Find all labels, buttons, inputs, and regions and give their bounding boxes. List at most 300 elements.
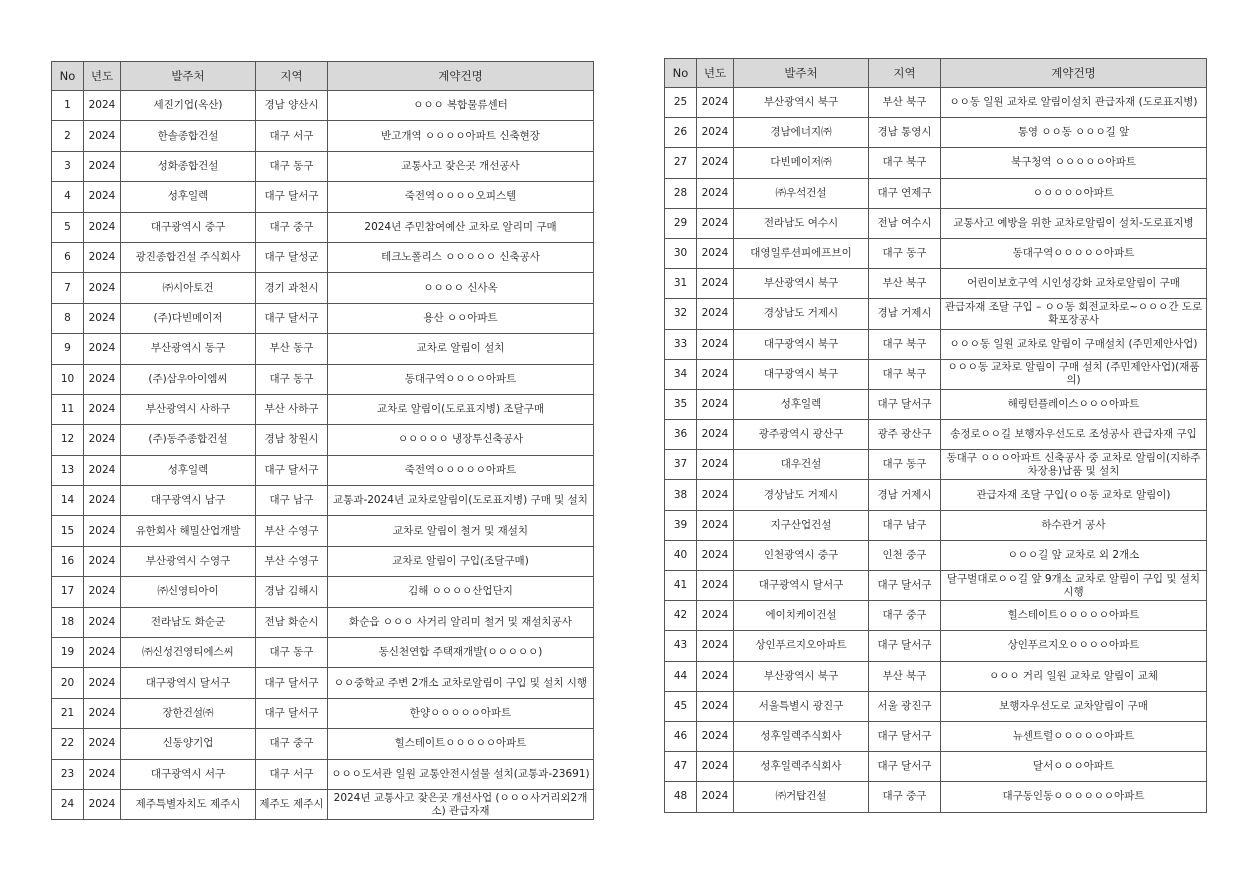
cell-client: 대구광역시 중구 bbox=[121, 212, 256, 242]
table-row bbox=[52, 394, 594, 424]
header-title: 계약건명 bbox=[328, 62, 594, 91]
cell-year: 2024 bbox=[84, 242, 121, 272]
cell-region: 경남 거제시 bbox=[869, 299, 941, 329]
cell-region: 대구 북구 bbox=[869, 329, 941, 359]
table-row bbox=[52, 121, 594, 151]
table-row bbox=[665, 148, 1207, 178]
cell-year: 2024 bbox=[697, 238, 734, 268]
cell-client: ㈜신성건영티에스씨 bbox=[121, 638, 256, 668]
cell-client: 광진종합건설 주식회사 bbox=[121, 242, 256, 272]
table-row bbox=[665, 178, 1207, 208]
cell-client: 대우건설 bbox=[734, 450, 869, 480]
cell-client: 성후일렉 bbox=[121, 455, 256, 485]
cell-year: 2024 bbox=[84, 759, 121, 789]
table-row bbox=[52, 455, 594, 485]
cell-region: 대구 북구 bbox=[869, 359, 941, 389]
cell-year: 2024 bbox=[84, 638, 121, 668]
cell-client: 성후일렉 bbox=[121, 182, 256, 212]
cell-client: ㈜신영티아이 bbox=[121, 577, 256, 607]
cell-title: 뉴센트럴ㅇㅇㅇㅇㅇ아파트 bbox=[941, 721, 1207, 751]
cell-region: 대구 달서구 bbox=[256, 698, 328, 728]
cell-year: 2024 bbox=[84, 425, 121, 455]
table-row bbox=[52, 303, 594, 333]
cell-client: 다빈메이저㈜ bbox=[734, 148, 869, 178]
header-row bbox=[52, 62, 594, 91]
table-row bbox=[665, 329, 1207, 359]
cell-region: 대구 달성군 bbox=[256, 242, 328, 272]
cell-year: 2024 bbox=[697, 269, 734, 299]
cell-no: 42 bbox=[665, 601, 697, 631]
table-row bbox=[665, 661, 1207, 691]
cell-year: 2024 bbox=[697, 178, 734, 208]
header-no: No bbox=[665, 59, 697, 88]
cell-no: 27 bbox=[665, 148, 697, 178]
cell-client: 전라남도 여수시 bbox=[734, 208, 869, 238]
cell-region: 경기 과천시 bbox=[256, 273, 328, 303]
cell-title: 테크노폴리스 ㅇㅇㅇㅇㅇ 신축공사 bbox=[328, 242, 594, 272]
cell-title: 관급자재 조달 구입 – ㅇㅇ동 회전교차로~ㅇㅇㅇ간 도로 확포장공사 bbox=[941, 299, 1207, 329]
cell-client: 대구광역시 서구 bbox=[121, 759, 256, 789]
cell-no: 41 bbox=[665, 571, 697, 601]
table-row bbox=[52, 729, 594, 759]
cell-client: 성후일렉주식회사 bbox=[734, 721, 869, 751]
cell-client: 대구광역시 달서구 bbox=[121, 668, 256, 698]
cell-title: 상인푸르지오ㅇㅇㅇㅇ아파트 bbox=[941, 631, 1207, 661]
table-row bbox=[665, 601, 1207, 631]
contract-table-right bbox=[664, 58, 1207, 813]
cell-title: ㅇㅇㅇ 거리 일원 교차로 알림이 교체 bbox=[941, 661, 1207, 691]
table-row bbox=[665, 208, 1207, 238]
cell-title: 힐스테이트ㅇㅇㅇㅇㅇ아파트 bbox=[328, 729, 594, 759]
cell-year: 2024 bbox=[84, 182, 121, 212]
cell-no: 25 bbox=[665, 88, 697, 118]
table-row bbox=[665, 389, 1207, 419]
cell-client: 장한건설㈜ bbox=[121, 698, 256, 728]
cell-year: 2024 bbox=[697, 782, 734, 812]
cell-no: 36 bbox=[665, 420, 697, 450]
cell-no: 14 bbox=[52, 486, 84, 516]
table-row bbox=[52, 91, 594, 121]
cell-client: 세진기업(옥산) bbox=[121, 91, 256, 121]
cell-region: 부산 동구 bbox=[256, 334, 328, 364]
cell-year: 2024 bbox=[84, 607, 121, 637]
cell-region: 대구 동구 bbox=[256, 638, 328, 668]
cell-title: 2024년 교통사고 잦은곳 개선사업 (ㅇㅇㅇ사거리외2개소) 관급자재 bbox=[328, 789, 594, 819]
cell-no: 39 bbox=[665, 510, 697, 540]
cell-no: 28 bbox=[665, 178, 697, 208]
cell-year: 2024 bbox=[697, 88, 734, 118]
cell-year: 2024 bbox=[84, 212, 121, 242]
cell-no: 1 bbox=[52, 91, 84, 121]
cell-no: 40 bbox=[665, 540, 697, 570]
header-title: 계약건명 bbox=[941, 59, 1207, 88]
cell-title: 동대구 ㅇㅇㅇ아파트 신축공사 중 교차로 알림이(지하주차장용)납품 및 설치 bbox=[941, 450, 1207, 480]
table-row bbox=[665, 238, 1207, 268]
header-no: No bbox=[52, 62, 84, 91]
cell-title: ㅇㅇㅇㅇ 신사옥 bbox=[328, 273, 594, 303]
table-row bbox=[665, 721, 1207, 751]
cell-year: 2024 bbox=[697, 631, 734, 661]
cell-year: 2024 bbox=[697, 148, 734, 178]
cell-year: 2024 bbox=[84, 789, 121, 819]
cell-client: 성후일렉주식회사 bbox=[734, 752, 869, 782]
cell-title: ㅇㅇㅇ 복합물류센터 bbox=[328, 91, 594, 121]
cell-title: 화순읍 ㅇㅇㅇ 사거리 알리미 철거 및 재설치공사 bbox=[328, 607, 594, 637]
cell-year: 2024 bbox=[697, 420, 734, 450]
cell-region: 경남 창원시 bbox=[256, 425, 328, 455]
table-row bbox=[52, 698, 594, 728]
cell-title: 동대구역ㅇㅇㅇㅇ아파트 bbox=[328, 364, 594, 394]
cell-client: 에이치케이건설 bbox=[734, 601, 869, 631]
cell-year: 2024 bbox=[84, 364, 121, 394]
cell-region: 대구 서구 bbox=[256, 759, 328, 789]
cell-no: 48 bbox=[665, 782, 697, 812]
cell-no: 3 bbox=[52, 151, 84, 181]
cell-no: 5 bbox=[52, 212, 84, 242]
table-row bbox=[665, 540, 1207, 570]
cell-no: 38 bbox=[665, 480, 697, 510]
cell-client: 경남에너지㈜ bbox=[734, 118, 869, 148]
cell-title: 교차로 알림이 철거 및 재설치 bbox=[328, 516, 594, 546]
cell-client: 상인푸르지오아파트 bbox=[734, 631, 869, 661]
cell-no: 37 bbox=[665, 450, 697, 480]
cell-title: 죽전역ㅇㅇㅇㅇㅇ아파트 bbox=[328, 455, 594, 485]
cell-year: 2024 bbox=[697, 208, 734, 238]
cell-client: 성화종합건설 bbox=[121, 151, 256, 181]
table-row bbox=[52, 607, 594, 637]
cell-region: 부산 수영구 bbox=[256, 546, 328, 576]
cell-year: 2024 bbox=[84, 455, 121, 485]
cell-no: 13 bbox=[52, 455, 84, 485]
cell-title: ㅇㅇㅇ동 교차로 알림이 구매 설치 (주민제안사업)(재품의) bbox=[941, 359, 1207, 389]
cell-client: 대영일루션피에프브이 bbox=[734, 238, 869, 268]
cell-year: 2024 bbox=[84, 729, 121, 759]
cell-region: 대구 달서구 bbox=[256, 303, 328, 333]
cell-region: 대구 달서구 bbox=[256, 455, 328, 485]
cell-no: 34 bbox=[665, 359, 697, 389]
cell-region: 대구 남구 bbox=[869, 510, 941, 540]
cell-no: 46 bbox=[665, 721, 697, 751]
header-region: 지역 bbox=[869, 59, 941, 88]
cell-client: ㈜우석건설 bbox=[734, 178, 869, 208]
cell-client: 경상남도 거제시 bbox=[734, 299, 869, 329]
cell-year: 2024 bbox=[84, 91, 121, 121]
cell-client: 성후일렉 bbox=[734, 389, 869, 419]
cell-client: 대구광역시 북구 bbox=[734, 359, 869, 389]
cell-title: 관급자재 조달 구입(ㅇㅇ동 교차로 알림이) bbox=[941, 480, 1207, 510]
cell-region: 대구 동구 bbox=[256, 151, 328, 181]
table-row bbox=[52, 364, 594, 394]
cell-client: 대구광역시 북구 bbox=[734, 329, 869, 359]
cell-client: ㈜시아토건 bbox=[121, 273, 256, 303]
table-row bbox=[665, 299, 1207, 329]
cell-region: 광주 광산구 bbox=[869, 420, 941, 450]
cell-region: 대구 달서구 bbox=[869, 752, 941, 782]
cell-year: 2024 bbox=[697, 691, 734, 721]
cell-no: 30 bbox=[665, 238, 697, 268]
cell-region: 부산 수영구 bbox=[256, 516, 328, 546]
cell-year: 2024 bbox=[84, 698, 121, 728]
cell-title: 달서ㅇㅇㅇ아파트 bbox=[941, 752, 1207, 782]
cell-title: ㅇㅇㅇ동 일원 교차로 알림이 구매설치 (주민제안사업) bbox=[941, 329, 1207, 359]
cell-title: 북구청역 ㅇㅇㅇㅇㅇ아파트 bbox=[941, 148, 1207, 178]
cell-no: 17 bbox=[52, 577, 84, 607]
cell-no: 7 bbox=[52, 273, 84, 303]
cell-year: 2024 bbox=[84, 121, 121, 151]
cell-region: 대구 중구 bbox=[869, 601, 941, 631]
cell-no: 21 bbox=[52, 698, 84, 728]
cell-client: 부산광역시 동구 bbox=[121, 334, 256, 364]
cell-title: 교차로 알림이(도로표지병) 조달구매 bbox=[328, 394, 594, 424]
cell-no: 26 bbox=[665, 118, 697, 148]
cell-client: 광주광역시 광산구 bbox=[734, 420, 869, 450]
cell-region: 대구 중구 bbox=[256, 212, 328, 242]
table-row bbox=[52, 242, 594, 272]
table-row bbox=[665, 269, 1207, 299]
table-row bbox=[52, 151, 594, 181]
cell-client: 유한회사 해밀산업개발 bbox=[121, 516, 256, 546]
table-row bbox=[52, 668, 594, 698]
cell-title: 교통과-2024년 교차로알림이(도로표지병) 구매 및 설치 bbox=[328, 486, 594, 516]
cell-region: 전남 화순시 bbox=[256, 607, 328, 637]
table-row bbox=[52, 182, 594, 212]
cell-client: (주)동주종합건설 bbox=[121, 425, 256, 455]
table-row bbox=[665, 691, 1207, 721]
cell-no: 47 bbox=[665, 752, 697, 782]
cell-title: 김해 ㅇㅇㅇㅇ산업단지 bbox=[328, 577, 594, 607]
cell-title: ㅇㅇ동 일원 교차로 알림이설치 관급자재 (도로표지병) bbox=[941, 88, 1207, 118]
cell-title: 해링턴플레이스ㅇㅇㅇ아파트 bbox=[941, 389, 1207, 419]
cell-region: 제주도 제주시 bbox=[256, 789, 328, 819]
cell-title: 용산 ㅇㅇ아파트 bbox=[328, 303, 594, 333]
cell-region: 대구 달서구 bbox=[869, 571, 941, 601]
cell-title: 한양ㅇㅇㅇㅇㅇ아파트 bbox=[328, 698, 594, 728]
cell-no: 23 bbox=[52, 759, 84, 789]
table-row bbox=[52, 638, 594, 668]
table-row bbox=[52, 516, 594, 546]
cell-region: 서울 광진구 bbox=[869, 691, 941, 721]
cell-year: 2024 bbox=[697, 359, 734, 389]
cell-client: (주)삼우아이엠씨 bbox=[121, 364, 256, 394]
cell-title: ㅇㅇㅇ길 앞 교차로 외 2개소 bbox=[941, 540, 1207, 570]
cell-region: 경남 거제시 bbox=[869, 480, 941, 510]
header-client: 발주처 bbox=[734, 59, 869, 88]
cell-client: ㈜거탑건설 bbox=[734, 782, 869, 812]
cell-title: 어린이보호구역 시인성강화 교차로알림이 구매 bbox=[941, 269, 1207, 299]
cell-year: 2024 bbox=[697, 661, 734, 691]
table-row bbox=[665, 88, 1207, 118]
cell-no: 8 bbox=[52, 303, 84, 333]
cell-region: 경남 양산시 bbox=[256, 91, 328, 121]
table-row bbox=[665, 631, 1207, 661]
cell-title: 교통사고 예방을 위한 교차로알림이 설치-도로표지병 bbox=[941, 208, 1207, 238]
cell-region: 부산 북구 bbox=[869, 661, 941, 691]
cell-year: 2024 bbox=[697, 752, 734, 782]
cell-year: 2024 bbox=[84, 303, 121, 333]
cell-year: 2024 bbox=[697, 571, 734, 601]
header-year: 년도 bbox=[697, 59, 734, 88]
cell-region: 대구 북구 bbox=[869, 148, 941, 178]
cell-title: ㅇㅇㅇㅇㅇ 냉장투신축공사 bbox=[328, 425, 594, 455]
table-row bbox=[665, 782, 1207, 812]
cell-client: 인천광역시 중구 bbox=[734, 540, 869, 570]
cell-year: 2024 bbox=[84, 577, 121, 607]
cell-region: 대구 달서구 bbox=[256, 668, 328, 698]
header-client: 발주처 bbox=[121, 62, 256, 91]
cell-region: 대구 동구 bbox=[869, 450, 941, 480]
cell-region: 대구 연제구 bbox=[869, 178, 941, 208]
cell-title: 송정로ㅇㅇ길 보행자우선도로 조성공사 관급자재 구입 bbox=[941, 420, 1207, 450]
cell-title: 교차로 알림이 구입(조달구매) bbox=[328, 546, 594, 576]
cell-region: 인천 중구 bbox=[869, 540, 941, 570]
cell-region: 대구 남구 bbox=[256, 486, 328, 516]
cell-title: 대구동인동ㅇㅇㅇㅇㅇㅇ아파트 bbox=[941, 782, 1207, 812]
cell-year: 2024 bbox=[697, 329, 734, 359]
cell-title: 달구벌대로ㅇㅇ길 앞 9개소 교차로 알림이 구입 및 설치 시행 bbox=[941, 571, 1207, 601]
table-row bbox=[52, 486, 594, 516]
cell-year: 2024 bbox=[697, 299, 734, 329]
table-row bbox=[52, 789, 594, 819]
contract-table-left bbox=[51, 61, 594, 820]
cell-title: 동신천연합 주택재개발(ㅇㅇㅇㅇㅇ) bbox=[328, 638, 594, 668]
cell-region: 대구 중구 bbox=[869, 782, 941, 812]
cell-region: 전남 여수시 bbox=[869, 208, 941, 238]
table-row bbox=[52, 334, 594, 364]
cell-no: 20 bbox=[52, 668, 84, 698]
cell-title: 통영 ㅇㅇ동 ㅇㅇㅇ길 앞 bbox=[941, 118, 1207, 148]
cell-client: (주)다빈메이저 bbox=[121, 303, 256, 333]
cell-title: 힐스테이트ㅇㅇㅇㅇㅇ아파트 bbox=[941, 601, 1207, 631]
table-row bbox=[665, 752, 1207, 782]
cell-client: 부산광역시 북구 bbox=[734, 88, 869, 118]
cell-year: 2024 bbox=[84, 546, 121, 576]
cell-client: 부산광역시 북구 bbox=[734, 269, 869, 299]
table-row bbox=[665, 359, 1207, 389]
cell-client: 서울특별시 광진구 bbox=[734, 691, 869, 721]
cell-client: 전라남도 화순군 bbox=[121, 607, 256, 637]
cell-region: 대구 동구 bbox=[869, 238, 941, 268]
cell-client: 부산광역시 북구 bbox=[734, 661, 869, 691]
cell-title: 교차로 알림이 설치 bbox=[328, 334, 594, 364]
table-row bbox=[52, 212, 594, 242]
cell-region: 대구 달서구 bbox=[869, 631, 941, 661]
cell-title: ㅇㅇ중학교 주변 2개소 교차로알림이 구입 및 설치 시행 bbox=[328, 668, 594, 698]
cell-title: 동대구역ㅇㅇㅇㅇㅇ아파트 bbox=[941, 238, 1207, 268]
cell-year: 2024 bbox=[697, 721, 734, 751]
cell-client: 신동양기업 bbox=[121, 729, 256, 759]
cell-title: 죽전역ㅇㅇㅇㅇ오피스텔 bbox=[328, 182, 594, 212]
cell-client: 제주특별자치도 제주시 bbox=[121, 789, 256, 819]
cell-year: 2024 bbox=[84, 151, 121, 181]
table-row bbox=[665, 118, 1207, 148]
cell-year: 2024 bbox=[697, 450, 734, 480]
table-row bbox=[52, 546, 594, 576]
cell-region: 대구 동구 bbox=[256, 364, 328, 394]
table-row bbox=[52, 759, 594, 789]
cell-region: 대구 달서구 bbox=[869, 721, 941, 751]
cell-title: 하수관거 공사 bbox=[941, 510, 1207, 540]
cell-no: 22 bbox=[52, 729, 84, 759]
cell-client: 한솔종합건설 bbox=[121, 121, 256, 151]
cell-no: 9 bbox=[52, 334, 84, 364]
header-region: 지역 bbox=[256, 62, 328, 91]
cell-no: 11 bbox=[52, 394, 84, 424]
cell-title: 2024년 주민참여예산 교차로 알리미 구매 bbox=[328, 212, 594, 242]
header-year: 년도 bbox=[84, 62, 121, 91]
cell-client: 대구광역시 남구 bbox=[121, 486, 256, 516]
cell-region: 대구 서구 bbox=[256, 121, 328, 151]
cell-no: 33 bbox=[665, 329, 697, 359]
cell-region: 대구 달서구 bbox=[256, 182, 328, 212]
cell-no: 43 bbox=[665, 631, 697, 661]
table-row bbox=[52, 577, 594, 607]
table-row bbox=[665, 450, 1207, 480]
cell-client: 경상남도 거제시 bbox=[734, 480, 869, 510]
table-row bbox=[665, 420, 1207, 450]
table-row bbox=[52, 425, 594, 455]
cell-no: 12 bbox=[52, 425, 84, 455]
cell-no: 19 bbox=[52, 638, 84, 668]
cell-client: 대구광역시 달서구 bbox=[734, 571, 869, 601]
cell-year: 2024 bbox=[697, 389, 734, 419]
cell-year: 2024 bbox=[697, 118, 734, 148]
cell-no: 31 bbox=[665, 269, 697, 299]
cell-year: 2024 bbox=[697, 510, 734, 540]
cell-title: ㅇㅇㅇ도서관 일원 교통안전시설물 설치(교통과-23691) bbox=[328, 759, 594, 789]
table-row bbox=[52, 273, 594, 303]
table-row bbox=[665, 480, 1207, 510]
cell-year: 2024 bbox=[84, 273, 121, 303]
cell-no: 45 bbox=[665, 691, 697, 721]
cell-no: 4 bbox=[52, 182, 84, 212]
cell-title: ㅇㅇㅇㅇㅇ아파트 bbox=[941, 178, 1207, 208]
table-row bbox=[665, 510, 1207, 540]
table-row bbox=[665, 571, 1207, 601]
cell-no: 35 bbox=[665, 389, 697, 419]
cell-no: 32 bbox=[665, 299, 697, 329]
header-row bbox=[665, 59, 1207, 88]
cell-year: 2024 bbox=[697, 540, 734, 570]
cell-no: 16 bbox=[52, 546, 84, 576]
cell-year: 2024 bbox=[84, 394, 121, 424]
cell-year: 2024 bbox=[697, 480, 734, 510]
cell-client: 부산광역시 수영구 bbox=[121, 546, 256, 576]
cell-region: 부산 북구 bbox=[869, 88, 941, 118]
cell-no: 44 bbox=[665, 661, 697, 691]
cell-region: 경남 통영시 bbox=[869, 118, 941, 148]
cell-title: 교통사고 잦은곳 개선공사 bbox=[328, 151, 594, 181]
cell-no: 15 bbox=[52, 516, 84, 546]
cell-region: 부산 사하구 bbox=[256, 394, 328, 424]
cell-no: 29 bbox=[665, 208, 697, 238]
cell-year: 2024 bbox=[84, 516, 121, 546]
cell-no: 18 bbox=[52, 607, 84, 637]
cell-region: 대구 중구 bbox=[256, 729, 328, 759]
cell-no: 10 bbox=[52, 364, 84, 394]
cell-client: 부산광역시 사하구 bbox=[121, 394, 256, 424]
cell-year: 2024 bbox=[84, 668, 121, 698]
cell-title: 보행자우선도로 교차알림이 구매 bbox=[941, 691, 1207, 721]
cell-no: 6 bbox=[52, 242, 84, 272]
cell-year: 2024 bbox=[84, 334, 121, 364]
cell-title: 반고개역 ㅇㅇㅇㅇ아파트 신축현장 bbox=[328, 121, 594, 151]
cell-region: 부산 북구 bbox=[869, 269, 941, 299]
cell-region: 경남 김해시 bbox=[256, 577, 328, 607]
cell-no: 2 bbox=[52, 121, 84, 151]
cell-region: 대구 달서구 bbox=[869, 389, 941, 419]
cell-no: 24 bbox=[52, 789, 84, 819]
cell-year: 2024 bbox=[84, 486, 121, 516]
